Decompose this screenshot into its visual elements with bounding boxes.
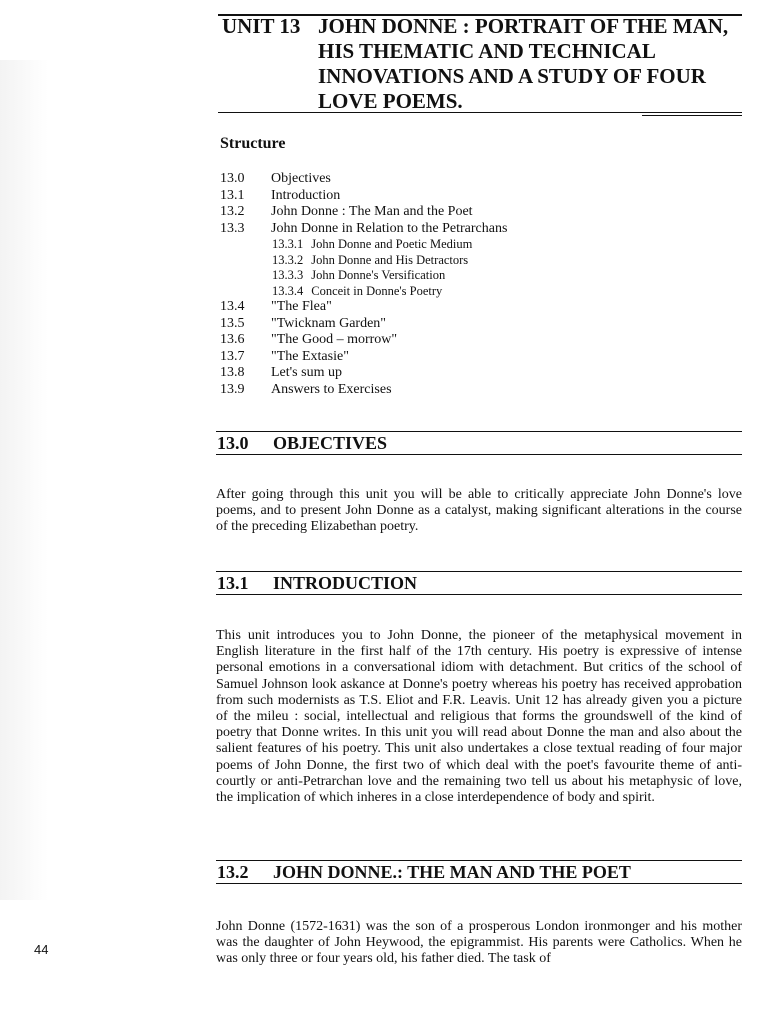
page-number: 44 (34, 942, 49, 957)
unit-label: UNIT 13 (222, 14, 301, 38)
structure-item (220, 349, 640, 366)
man-and-poet-paragraph: John Donne (1572-1631) was the son of a prosperous London ironmonger and his mother was the daughter of John Heywood, the epigrammist. His parents were Catholics. When he was only three or four years old, his father died. The task of (216, 919, 742, 967)
structure-item (220, 188, 640, 205)
section-bottom-rule (216, 883, 742, 884)
unit-title: JOHN DONNE : PORTRAIT OF THE MAN, HIS THEMATIC AND TECHNICAL INNOVATIONS AND A STUDY OF FOUR LOVE POEMS. (318, 14, 729, 113)
structure-item-number: 13.1 (220, 187, 245, 203)
structure-item-label: John Donne in Relation to the Petrarchans (271, 220, 508, 236)
structure-item-number: 13.3.4 (272, 283, 304, 298)
structure-subitem (220, 253, 640, 269)
section-title-text: OBJECTIVES (273, 433, 388, 453)
structure-item-number: 13.6 (220, 332, 245, 347)
structure-item-label: "The Extasie" (271, 348, 349, 364)
structure-item (220, 382, 640, 399)
structure-item-number: 13.3.2 (272, 252, 304, 267)
structure-item-label: "The Good – morrow" (271, 332, 398, 347)
section-title (216, 572, 742, 594)
structure-item-number: 13.5 (220, 315, 245, 331)
section-title-text: INTRODUCTION (273, 573, 418, 593)
structure-item-label: "Twicknam Garden" (271, 315, 387, 331)
structure-item-label: Answers to Exercises (271, 381, 392, 397)
structure-item (220, 299, 640, 316)
structure-item-label: Let's sum up (271, 365, 342, 380)
structure-item (220, 365, 640, 382)
structure-item-number: 13.0 (220, 171, 245, 186)
section-number: 13.2 (217, 862, 249, 882)
structure-item (220, 171, 640, 188)
section-man-and-poet-heading (216, 860, 742, 884)
structure-item (220, 316, 640, 333)
structure-subitem (220, 237, 640, 253)
unit-bottom-rule-short (642, 115, 742, 116)
section-title (216, 861, 742, 883)
structure-item-label: John Donne and Poetic Medium (311, 237, 473, 251)
structure-item-label: John Donne and His Detractors (311, 252, 469, 267)
section-introduction-heading (216, 571, 742, 595)
section-number: 13.1 (217, 573, 249, 593)
unit-bottom-rule (218, 112, 742, 113)
section-number: 13.0 (217, 433, 249, 453)
structure-item (220, 221, 640, 238)
structure-item-label: John Donne : The Man and the Poet (271, 204, 473, 219)
structure-item-number: 13.2 (220, 204, 245, 219)
introduction-paragraph: This unit introduces you to John Donne, the pioneer of the metaphysical movement in English literature in the first half of the 17th century. His poetry is expressive of intense personal emotions in a conversational idiom with detachment. But critics of the school of Samuel Johnson look askance at Donne's poetry whereas his poetry has received approbation from such modernists as T.S. Eliot and F.R. Leavis. Unit 12 has already given you a picture of the mileu : social, intellectual and religious that forms the groundswell of the kind of poetry that Donne writes. In this unit you will read about Donne the man and also about the salient features of his poetry. This unit also undertakes a close textual reading of four major poems of John Donne, the first two of which deal with the poet's favourite theme of anti-courtly or anti-Petrarchan love and the remaining two tell us about his metaphysic of love, the implication of which inheres in a close interdependence of body and spirit. (216, 628, 742, 806)
section-title (216, 432, 742, 454)
scan-margin-shadow (0, 60, 48, 900)
section-objectives-heading (216, 431, 742, 455)
section-title-text: JOHN DONNE.: THE MAN AND THE POET (273, 862, 631, 882)
structure-item-number: 13.9 (220, 381, 245, 397)
structure-item-number: 13.3.1 (272, 237, 304, 251)
structure-item-number: 13.3 (220, 220, 245, 236)
structure-item-number: 13.4 (220, 299, 245, 314)
section-bottom-rule (216, 594, 742, 595)
structure-item-label: John Donne's Versification (311, 268, 446, 282)
structure-subitem (220, 284, 640, 300)
structure-item (220, 332, 640, 349)
section-bottom-rule (216, 454, 742, 455)
structure-subitem (220, 268, 640, 284)
structure-heading: Structure (220, 135, 286, 152)
structure-item-number: 13.3.3 (272, 268, 304, 282)
structure-item-label: Conceit in Donne's Poetry (311, 283, 443, 298)
structure-item-label: Objectives (271, 171, 331, 186)
structure-list (220, 171, 640, 398)
structure-item-label: Introduction (271, 187, 341, 203)
structure-item (220, 204, 640, 221)
structure-item-label: "The Flea" (271, 299, 332, 314)
structure-item-number: 13.8 (220, 365, 245, 380)
objectives-paragraph: After going through this unit you will be able to critically appreciate John Donne's love poems, and to present John Donne as a catalyst, making significant alterations in the course of the preceding Elizabethan poetry. (216, 487, 742, 535)
structure-item-number: 13.7 (220, 348, 245, 364)
